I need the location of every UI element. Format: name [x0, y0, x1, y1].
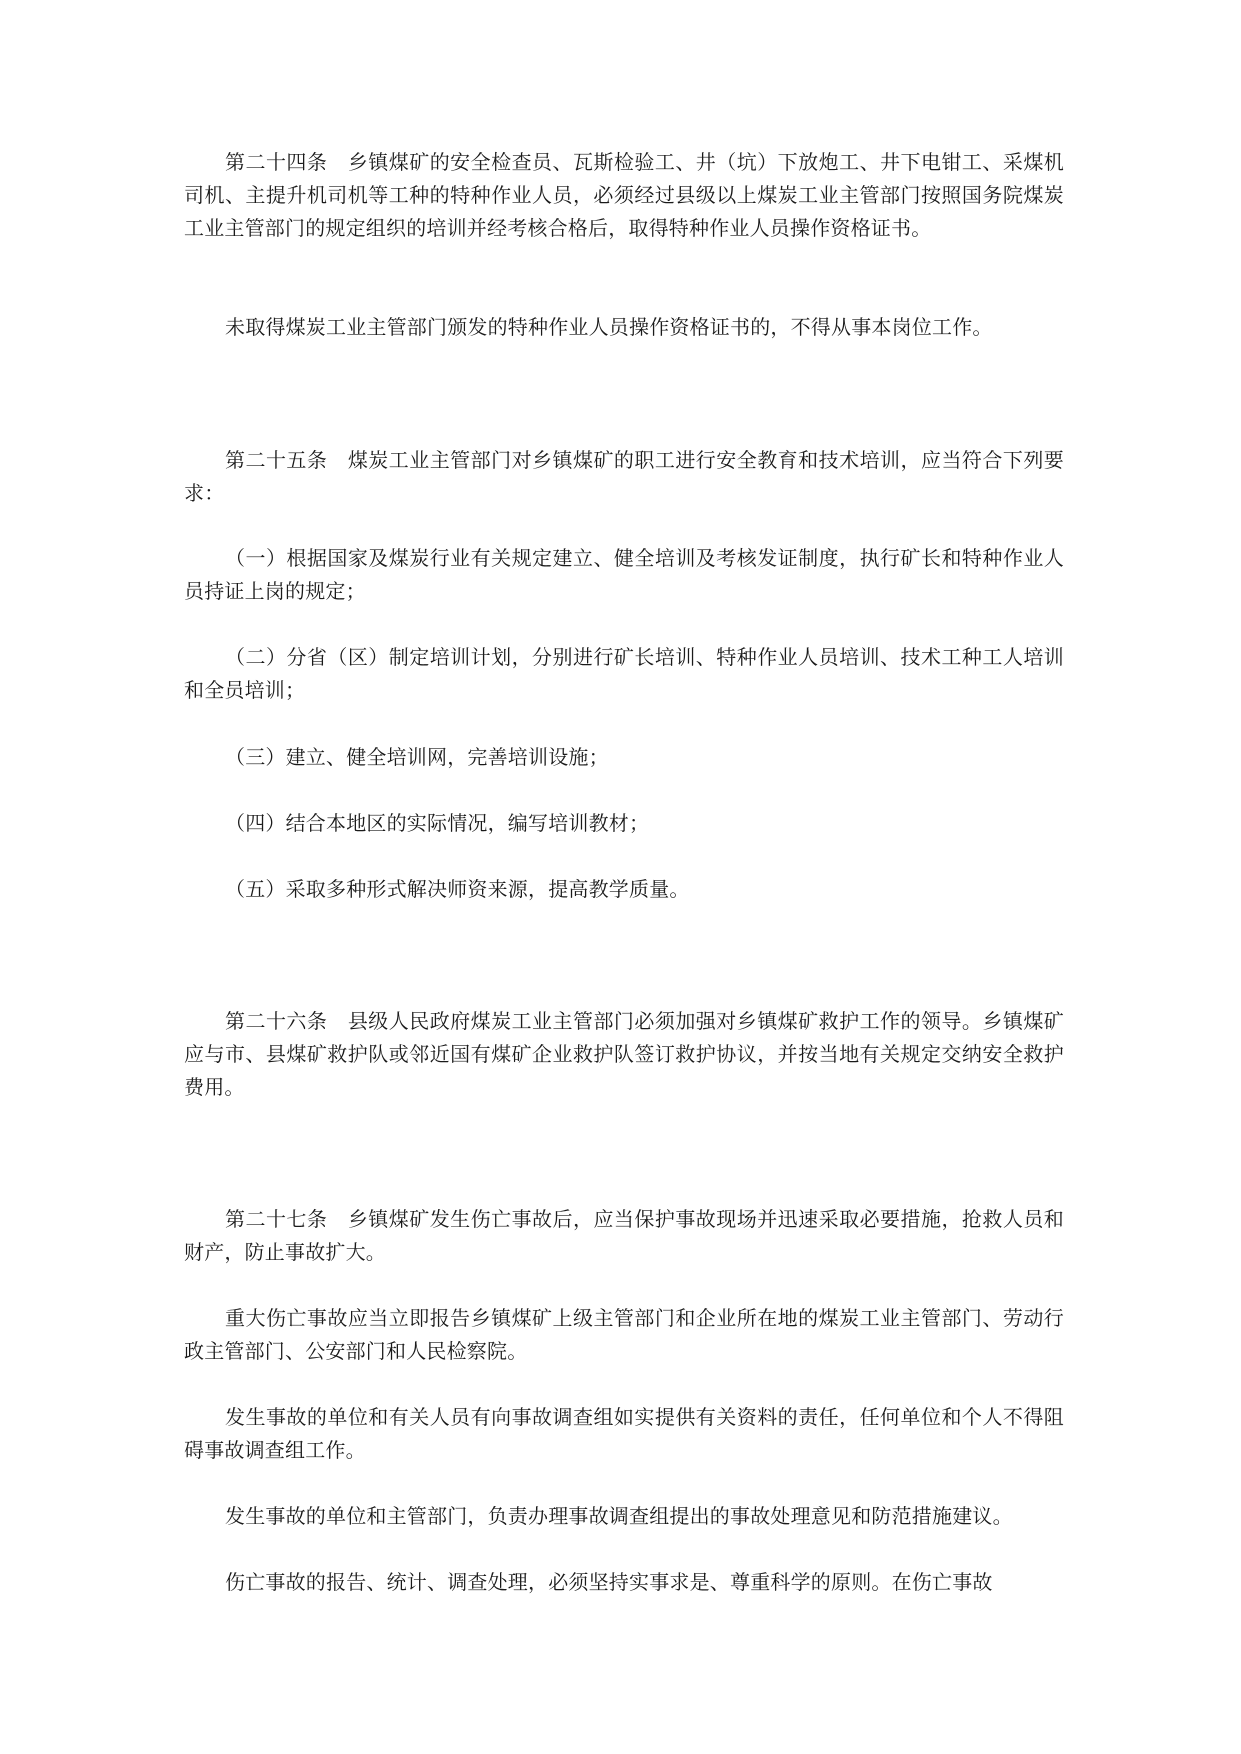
article-27-paragraph: 第二十七条 乡镇煤矿发生伤亡事故后，应当保护事故现场并迅速采取必要措施，抢救人员和财产，防止事故扩大。	[184, 1207, 1064, 1264]
article-25-item-2: （二）分省（区）制定培训计划，分别进行矿长培训、特种作业人员培训、技术工种工人培训和全员培训；	[184, 645, 1064, 702]
article-27-handling-paragraph: 发生事故的单位和主管部门，负责办理事故调查组提出的事故处理意见和防范措施建议。	[225, 1504, 1013, 1528]
article-24-note-paragraph: 未取得煤炭工业主管部门颁发的特种作业人员操作资格证书的，不得从事本岗位工作。	[225, 315, 993, 339]
article-25-item-3: （三）建立、健全培训网，完善培训设施；	[225, 745, 609, 769]
article-26-paragraph: 第二十六条 县级人民政府煤炭工业主管部门必须加强对乡镇煤矿救护工作的领导。乡镇煤矿应与市、县煤矿救护队或邻近国有煤矿企业救护队签订救护协议，并按当地有关规定交纳安全救护费用。	[184, 1009, 1064, 1099]
article-24-paragraph: 第二十四条 乡镇煤矿的安全检查员、瓦斯检验工、井（坑）下放炮工、井下电钳工、采煤机司机、主提升机司机等工种的特种作业人员，必须经过县级以上煤炭工业主管部门按照国务院煤炭工业主管部门的规定组织的培训并经考核合格后，取得特种作业人员操作资格证书。	[184, 150, 1064, 240]
article-27-duty-paragraph: 发生事故的单位和有关人员有向事故调查组如实提供有关资料的责任，任何单位和个人不得阻碍事故调查组工作。	[184, 1405, 1064, 1462]
article-25-item-1: （一）根据国家及煤炭行业有关规定建立、健全培训及考核发证制度，执行矿长和特种作业人员持证上岗的规定；	[184, 546, 1064, 603]
article-27-principle-paragraph: 伤亡事故的报告、统计、调查处理，必须坚持实事求是、尊重科学的原则。在伤亡事故	[225, 1570, 993, 1594]
article-25-item-4: （四）结合本地区的实际情况，编写培训教材；	[225, 811, 650, 835]
article-27-report-paragraph: 重大伤亡事故应当立即报告乡镇煤矿上级主管部门和企业所在地的煤炭工业主管部门、劳动行政主管部门、公安部门和人民检察院。	[184, 1306, 1064, 1363]
article-25-item-5: （五）采取多种形式解决师资来源，提高教学质量。	[225, 877, 690, 901]
article-25-paragraph: 第二十五条 煤炭工业主管部门对乡镇煤矿的职工进行安全教育和技术培训，应当符合下列要求：	[184, 448, 1064, 505]
